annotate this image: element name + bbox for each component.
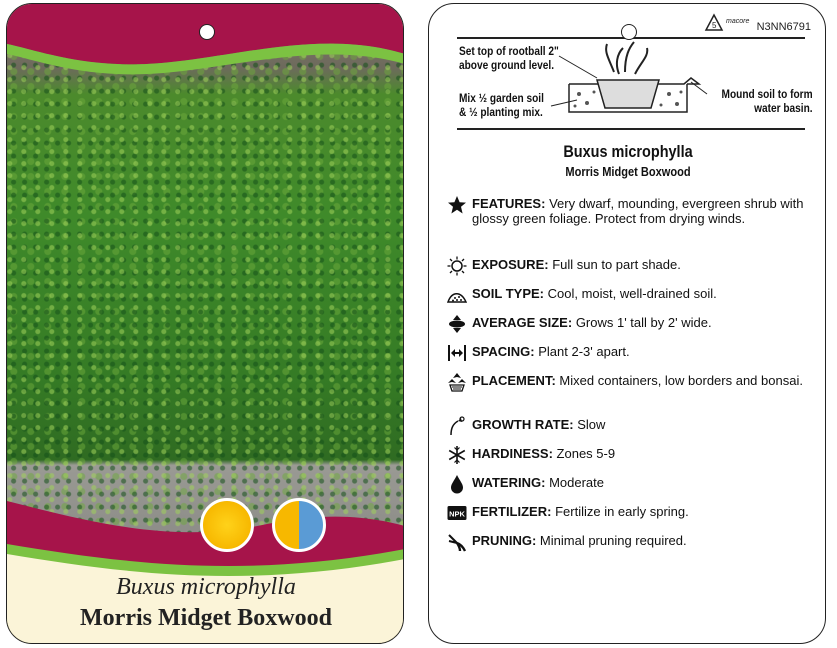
npk-icon [447,503,467,523]
diagram-right-line-2: water basin. [754,103,813,115]
front-latin-name: Buxus microphylla [116,574,296,600]
attr-fertilizer: NPK FERTILIZER: Fertilize in early spring. [447,504,817,519]
recycle-brand: macore [726,18,750,25]
placement-icon [447,372,467,392]
attr-placement: PLACEMENT: Mixed containers, low borders and bonsai. [447,373,817,388]
attr-label: AVERAGE SIZE [472,315,568,330]
attr-label: SOIL TYPE [472,286,540,301]
diagram-left-line-2: & ½ planting mix. [459,107,543,119]
attr-value: Zones 5-9 [556,446,616,461]
back-common-name: Morris Midget Boxwood [565,164,691,179]
size-icon [447,314,467,334]
recycle-number: 5 [712,21,717,30]
attr-value: Moderate [549,475,604,490]
attr-label: EXPOSURE [472,257,545,272]
attr-label: SPACING [472,344,531,359]
part-shade-icon [272,498,326,552]
attr-hardiness: HARDINESS: Zones 5-9 [447,446,817,461]
water-drop-icon [447,474,467,494]
attr-label: FEATURES [472,196,542,211]
attr-value: Minimal pruning required. [539,533,687,548]
diagram-top-line-1: Set top of rootball 2" [459,46,559,58]
growth-icon [447,416,467,436]
attr-label: HARDINESS [472,446,549,461]
attr-value: Very dwarf, mounding, evergreen shrub with glossy green foliage. Protect from drying winds. [472,196,804,226]
snowflake-icon [447,445,467,465]
attr-spacing: SPACING: Plant 2-3' apart. [447,344,817,359]
diagram-top-line-2: above ground level. [459,60,555,72]
sku-code: N3NN6791 [756,21,811,33]
spacing-icon [447,343,467,363]
attr-value: Fertilize in early spring. [555,504,689,519]
attr-features: FEATURES: Very dwarf, mounding, evergreen shrub with glossy green foliage. Protect from drying winds. [447,196,817,226]
pruners-icon [447,532,467,552]
star-icon [447,195,467,215]
svg-text:NPK: NPK [449,509,465,519]
attr-value: Mixed containers, low borders and bonsai. [559,373,803,388]
soil-icon [447,285,467,305]
full-sun-icon [200,498,254,552]
attr-soil-type: SOIL TYPE: Cool, moist, well-drained soil. [447,286,817,301]
diagram-rule [457,128,805,130]
attr-label: PRUNING [472,533,532,548]
attr-growth-rate: GROWTH RATE: Slow [447,417,817,432]
attr-exposure: EXPOSURE: Full sun to part shade. [447,257,817,272]
attr-average-size: AVERAGE SIZE: Grows 1' tall by 2' wide. [447,315,817,330]
attr-label: PLACEMENT [472,373,552,388]
hang-hole [621,24,637,40]
attr-watering: WATERING: Moderate [447,475,817,490]
attr-value: Full sun to part shade. [552,257,681,272]
attr-pruning: PRUNING: Minimal pruning required. [447,533,817,548]
attr-value: Grows 1' tall by 2' wide. [575,315,712,330]
back-latin-name: Buxus microphylla [563,142,693,161]
front-common-name: Morris Midget Boxwood [80,605,332,631]
attr-label: FERTILIZER [472,504,548,519]
attr-value: Slow [577,417,606,432]
diagram-right-line-1: Mound soil to form [721,89,813,101]
back-tag [428,3,826,644]
front-tag [6,3,404,644]
attr-value: Plant 2-3' apart. [538,344,630,359]
attr-value: Cool, moist, well-drained soil. [547,286,717,301]
sun-icon [447,256,467,276]
attr-label: WATERING [472,475,542,490]
hang-hole [199,24,215,40]
attr-label: GROWTH RATE [472,417,570,432]
burgundy-swoosh-graphic [7,4,404,644]
diagram-left-line-1: Mix ½ garden soil [459,93,544,105]
